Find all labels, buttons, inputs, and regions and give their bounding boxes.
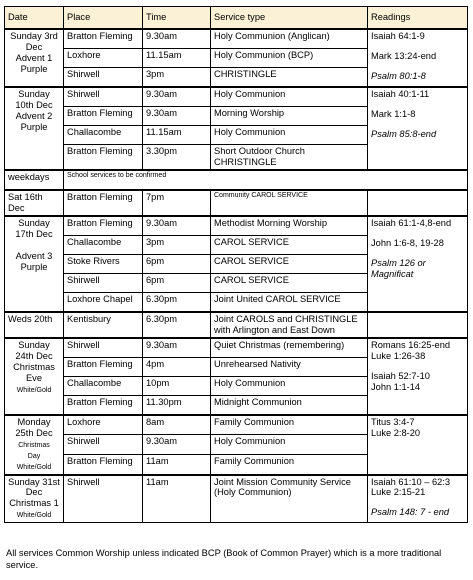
service-type-cell: Unrehearsed Nativity: [211, 357, 368, 376]
readings-cell: Isaiah 40:1-11 Mark 1:1-8 Psalm 85:8-end: [368, 87, 468, 170]
place-cell: Bratton Fleming: [64, 454, 143, 474]
readings-cell: Isaiah 64:1-9 Mark 13:24-end Psalm 80:1-8: [368, 29, 468, 87]
table-row: [5, 312, 468, 338]
service-type-cell: CHRISTINGLE: [211, 68, 368, 88]
service-type-cell: Joint United CAROL SERVICE: [211, 292, 368, 312]
date-cell: Sunday 17th Dec Advent 3 Purple: [5, 216, 64, 312]
service-type-cell: Holy Communion (BCP): [211, 49, 368, 68]
time-cell: 7pm: [143, 190, 211, 216]
service-type-cell: Holy Communion: [211, 376, 368, 395]
place-cell: Challacombe: [64, 235, 143, 254]
place-cell: Shirwell: [64, 87, 143, 107]
place-cell: Challacombe: [64, 126, 143, 145]
table-row: [5, 415, 468, 435]
time-cell: 11.15am: [143, 49, 211, 68]
service-type-cell: Quiet Christmas (remembering): [211, 338, 368, 358]
time-cell: 9.30am: [143, 87, 211, 107]
place-cell: Bratton Fleming: [64, 190, 143, 216]
time-cell: 11.30pm: [143, 395, 211, 415]
time-cell: 6.30pm: [143, 292, 211, 312]
service-schedule-table: [4, 6, 468, 523]
place-cell: Loxhore: [64, 49, 143, 68]
readings-cell: Romans 16:25-end Luke 1:26-38 Isaiah 52:7-10 John 1:1-14: [368, 338, 468, 415]
service-type-cell: Morning Worship: [211, 107, 368, 126]
service-type-cell: Methodist Morning Worship: [211, 216, 368, 236]
time-cell: 9.30am: [143, 435, 211, 455]
date-cell: Sunday 10th Dec Advent 2 Purple: [5, 87, 64, 170]
time-cell: 3.30pm: [143, 145, 211, 170]
table-row: [5, 216, 468, 236]
service-type-cell: Holy Communion: [211, 435, 368, 455]
time-cell: 6pm: [143, 273, 211, 292]
table-row: [5, 338, 468, 358]
table-row: [5, 190, 468, 216]
date-cell: Sat 16th Dec: [5, 190, 64, 216]
place-cell: Loxhore Chapel: [64, 292, 143, 312]
time-cell: 11am: [143, 475, 211, 523]
place-cell: Bratton Fleming: [64, 145, 143, 170]
service-type-cell: Community CAROL SERVICE: [211, 190, 368, 216]
place-cell: Shirwell: [64, 475, 143, 523]
place-cell: Bratton Fleming: [64, 29, 143, 49]
place-cell: Bratton Fleming: [64, 395, 143, 415]
place-cell: Shirwell: [64, 338, 143, 358]
header-date: Date: [5, 7, 64, 30]
time-cell: 11am: [143, 454, 211, 474]
date-cell: weekdays: [5, 170, 64, 190]
time-cell: 9.30am: [143, 29, 211, 49]
service-type-cell: Joint CAROLS and CHRISTINGLE with Arlington and East Down: [211, 312, 368, 338]
header-place: Place: [64, 7, 143, 30]
place-cell: Kentisbury: [64, 312, 143, 338]
readings-cell: Isaiah 61:1-4,8-end John 1:6-8, 19-28 Psalm 126 or Magnificat: [368, 216, 468, 312]
note-cell: School services to be confirmed: [64, 170, 468, 190]
place-cell: Stoke Rivers: [64, 254, 143, 273]
service-type-cell: Holy Communion: [211, 87, 368, 107]
readings-cell: [368, 190, 468, 216]
table-row: [5, 170, 468, 190]
table-row: [5, 475, 468, 523]
time-cell: 3pm: [143, 68, 211, 88]
time-cell: 8am: [143, 415, 211, 435]
readings-cell: Titus 3:4-7 Luke 2:8-20: [368, 415, 468, 475]
time-cell: 9.30am: [143, 338, 211, 358]
date-cell: Sunday 24th Dec Christmas Eve White/Gold: [5, 338, 64, 415]
service-type-cell: Family Communion: [211, 454, 368, 474]
place-cell: Challacombe: [64, 376, 143, 395]
header-service-type: Service type: [211, 7, 368, 30]
service-type-cell: Family Communion: [211, 415, 368, 435]
table-header-row: [5, 7, 468, 30]
place-cell: Shirwell: [64, 435, 143, 455]
time-cell: 11.15am: [143, 126, 211, 145]
service-type-cell: CAROL SERVICE: [211, 273, 368, 292]
service-type-cell: Holy Communion: [211, 126, 368, 145]
service-type-cell: Holy Communion (Anglican): [211, 29, 368, 49]
time-cell: 3pm: [143, 235, 211, 254]
service-type-cell: CAROL SERVICE: [211, 235, 368, 254]
table-row: [5, 29, 468, 49]
time-cell: 10pm: [143, 376, 211, 395]
date-cell: Monday 25th Dec Christmas Day White/Gold: [5, 415, 64, 475]
place-cell: Shirwell: [64, 273, 143, 292]
place-cell: Shirwell: [64, 68, 143, 88]
readings-cell: [368, 312, 468, 338]
time-cell: 6pm: [143, 254, 211, 273]
time-cell: 4pm: [143, 357, 211, 376]
table-row: [5, 87, 468, 107]
header-readings: Readings: [368, 7, 468, 30]
header-time: Time: [143, 7, 211, 30]
place-cell: Bratton Fleming: [64, 216, 143, 236]
time-cell: 9.30am: [143, 216, 211, 236]
service-type-cell: CAROL SERVICE: [211, 254, 368, 273]
footnote: All services Common Worship unless indicated BCP (Book of Common Prayer) which is a more traditional service.: [6, 548, 442, 570]
place-cell: Loxhore: [64, 415, 143, 435]
place-cell: Bratton Fleming: [64, 357, 143, 376]
time-cell: 9.30am: [143, 107, 211, 126]
time-cell: 6.30pm: [143, 312, 211, 338]
date-cell: Sunday 31st Dec Christmas 1 White/Gold: [5, 475, 64, 523]
service-type-cell: Short Outdoor Church CHRISTINGLE: [211, 145, 368, 170]
service-type-cell: Joint Mission Community Service (Holy Communion): [211, 475, 368, 523]
place-cell: Bratton Fleming: [64, 107, 143, 126]
date-cell: Sunday 3rd Dec Advent 1 Purple: [5, 29, 64, 87]
date-cell: Weds 20th: [5, 312, 64, 338]
readings-cell: Isaiah 61:10 – 62:3 Luke 2:15-21 Psalm 148: 7 - end: [368, 475, 468, 523]
service-type-cell: Midnight Communion: [211, 395, 368, 415]
